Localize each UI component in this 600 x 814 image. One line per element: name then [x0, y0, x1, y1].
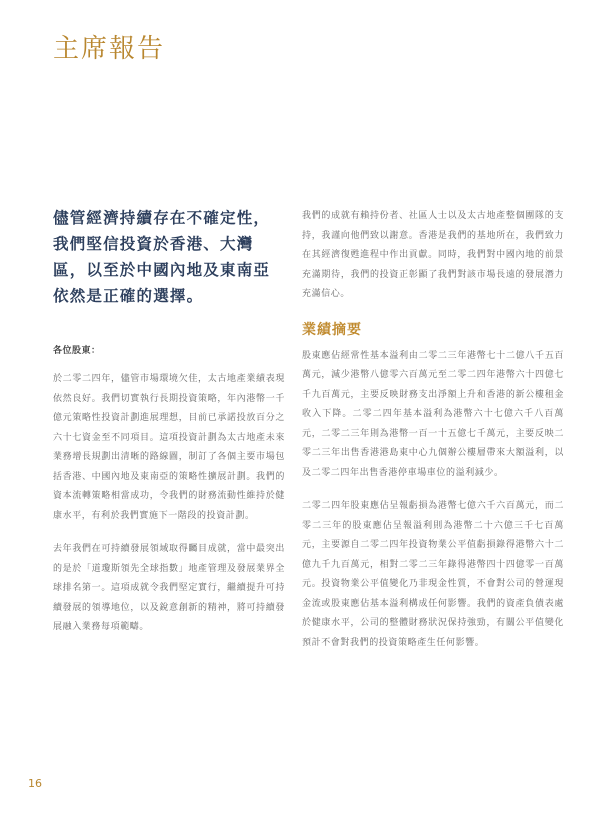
- section-heading-results: 業績摘要: [302, 321, 362, 338]
- body-paragraph: 二零二四年股東應佔呈報虧損為港幣七億六千六百萬元，而二零二三年的股東應佔呈報溢利則為港幣二十六億三千七百萬元，主要源自二零二四年投資物業公平值虧損錄得港幣六十二億九千九百萬元，相對二零二三年錄得港幣四十四億零一百萬元。投資物業公平值變化乃非現金性質，不會對公司的營運現金流或股東應佔基本溢利構成任何影響。我們的資產負債表處於健康水平，公司的整體財務狀況保持強勁，有關公平值變化預計不會對我們的投資策略產生任何影響。: [302, 501, 564, 648]
- page-number: 16: [28, 777, 42, 790]
- body-paragraph: 去年我們在可持續發展領域取得矚目成就，當中最突出的是於「道瓊斯領先全球指數」地產管理及發展業界全球排名第一。這項成就令我們堅定實行，繼續提升可持續發展的領導地位，以及銳意創新的精神，將可持續發展融入業務每項範疇。: [53, 544, 285, 632]
- page-title: 主席報告: [53, 34, 166, 64]
- salutation: 各位股東：: [53, 346, 101, 356]
- intro-paragraph: 我們的成就有賴持份者、社區人士以及太古地產整個團隊的支持，我謹向他們致以謝意。香港是我們的基地所在，我們致力在其經濟復甦進程中作出貢獻。同時，我們對中國內地的前景充滿期待，我們的投資正彰顯了我們對該市場長遠的發展潛力充滿信心。: [302, 211, 564, 299]
- left-column: [53, 205, 285, 652]
- pull-quote: 儘管經濟持續存在不確定性，我們堅信投資於香港、大灣區，以至於中國內地及東南亞依然是正確的選擇。: [53, 209, 271, 305]
- body-paragraph: 於二零二四年，儘管市場環境欠佳，太古地產業績表現依然良好。我們切實執行長期投資策略，年內港幣一千億元策略性投資計劃進展理想，目前已承諾投放百分之六十七資金至不同項目。這項投資計劃為太古地產未來業務增長規劃出清晰的路線圖，制訂了各個主要市場包括香港、中國內地及東南亞的策略性擴展計劃。我們的資本流轉策略相當成功，令我們的財務流動性維持於健康水平，有利於我們實施下一階段的投資計劃。: [53, 374, 285, 521]
- right-column: [302, 207, 564, 667]
- body-paragraph: 股東應佔經常性基本溢利由二零二三年港幣七十二億八千五百萬元，減少港幣八億零六百萬元至二零二四年港幣六十四億七千九百萬元，主要反映財務支出淨額上升和香港的新公樓租金收入下降。二零二四年基本溢利為港幣六十七億六千八百萬元，二零二三年則為港幣一百一十五億七千萬元，主要反映二零二三年出售香港港島東中心九個辦公樓層帶來大額溢利，以及二零二四年出售香港停車場車位的溢利減少。: [302, 350, 564, 478]
